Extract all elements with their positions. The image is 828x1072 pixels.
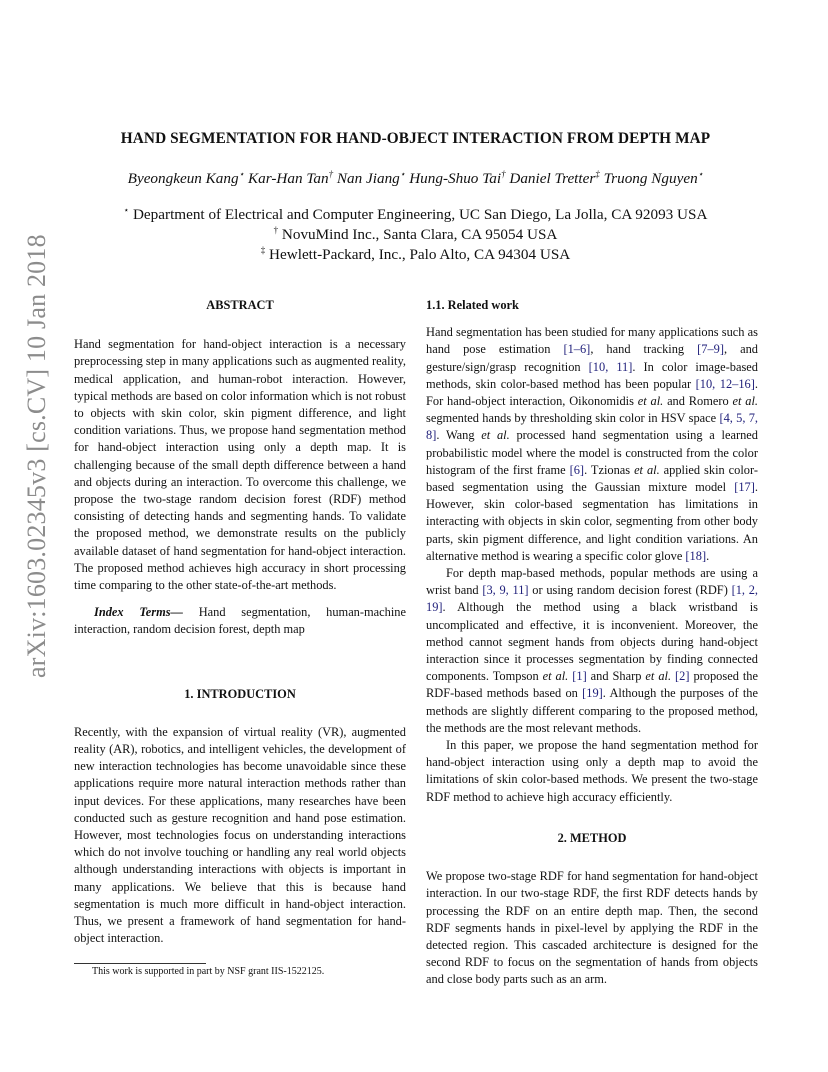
introduction-heading: 1. INTRODUCTION — [184, 686, 296, 701]
introduction-text: Recently, with the expansion of virtual reality (VR), augmented reality (AR), robotics, and intelligent vehicles, the development of new interaction technologies has become unavoidable since these applications require more natural interaction methods rather than input devices. For these applications, many researches have been conducted such as gesture recognition and hand pose estimation. However, most technologies focus on understanding interactions which do not involve touching or handling any real world objects although understanding interactions with objects is important in many applications. We believe that this is because hand segmentation is much more difficult in hand-object interaction. Thus, we present a framework of hand segmentation for hand-object interaction. — [74, 724, 406, 946]
citation-link[interactable]: [4, 5, 7, 8] — [426, 411, 758, 443]
index-terms-text: Hand segmentation, human-machine interaction, random decision forest, depth map — [74, 605, 406, 637]
author-mark: ⋆ — [697, 168, 704, 179]
abstract-heading: ABSTRACT — [206, 298, 274, 312]
author-name: Byeongkeun Kang — [127, 170, 239, 187]
left-column — [74, 297, 406, 948]
right-column — [426, 297, 758, 989]
author-name: Nan Jiang — [336, 170, 400, 187]
author-mark: ‡ — [595, 168, 600, 179]
affiliation — [74, 225, 757, 245]
author-mark: ⋆ — [238, 168, 245, 179]
affiliation-text: Department of Electrical and Computer Engineering, UC San Diego, La Jolla, CA 92093 USA — [132, 206, 708, 223]
author-mark: † — [328, 168, 334, 179]
citation-link[interactable]: [6] — [569, 462, 585, 477]
method-text: We propose two-stage RDF for hand segmentation for hand-object interaction. In our two-stage RDF, the first RDF detects hands by processing the RDF on an entire depth map. Then, the second RDF segments hands in pixel-level by applying the RDF in the detected region. This cascaded architecture is designed for the second RDF to focus on the segmentation of hands from objects and close body parts such as an arm. — [426, 869, 758, 987]
citation-link[interactable]: [10, 12–16] — [695, 376, 755, 391]
citation-link[interactable]: [19] — [582, 686, 603, 701]
related-work-paragraph: In this paper, we propose the hand segmentation method for hand-object interaction using only a depth map to avoid the limitations of skin color-based methods. We present the two-stage RDF method to achieve high accuracy efficiently. — [426, 738, 758, 804]
citation-link[interactable]: [10, 11] — [588, 359, 633, 374]
abstract-text: Hand segmentation for hand-object interaction is a necessary preprocessing step in many applications such as augmented reality, medical application, and human-robot interaction. However, typical methods are based on color information which is not robust to objects with skin color, skin pigment difference, and light condition variations. Thus, we propose hand segmentation method for hand-object interaction using only a depth map. It is challenging because of the small depth difference between a hand and objects during an interaction. To overcome this challenge, we propose the two-stage random decision forest (RDF) method consisting of detecting hands and segmenting hands. To validate the proposed method, we demonstrate results on the publicly available dataset of hand segmentation for hand-object interaction. The proposed method achieves high accuracy in short processing time comparing to the other state-of-the-art methods. — [74, 337, 406, 593]
author-name: Daniel Tretter — [509, 170, 596, 187]
method-heading: 2. METHOD — [557, 830, 627, 845]
citation-link[interactable]: [2] — [675, 669, 690, 684]
paper-title: HAND SEGMENTATION FOR HAND-OBJECT INTERACTION FROM DEPTH MAP — [120, 130, 711, 147]
citation-link[interactable]: [3, 9, 11] — [482, 583, 529, 598]
author-name: Kar-Han Tan — [248, 170, 329, 187]
related-work-paragraph: For depth map-based methods, popular methods are using a wrist band [3, 9, 11] or using random decision forest (RDF) [1, 2, 19]. Although the method using a black wristband is uncomplicated and effective, it is inconvenient. Moreover, the method cannot segment hands from objects during hand-object interaction since it processes segmentation by finding connected components. Tompson et al. [1] and Sharp et al. [2] proposed the RDF-based methods based on [19]. Although the purposes of the methods are slightly different comparing to the proposed method, the methods are the most relevant methods. — [426, 566, 759, 735]
author-list — [74, 170, 757, 188]
arxiv-identifier: arXiv:1603.02345v3 [cs.CV] 10 Jan 2018 — [22, 234, 51, 678]
citation-link[interactable]: [17] — [734, 480, 755, 495]
affiliation-mark: ⋆ — [123, 204, 130, 215]
affiliation-text: Hewlett-Packard, Inc., Palo Alto, CA 94304 USA — [269, 246, 571, 263]
affiliation-mark: ‡ — [260, 244, 266, 255]
affiliation — [74, 205, 757, 225]
related-work-heading: 1.1. Related work — [426, 298, 519, 312]
footnote-rule — [74, 963, 206, 964]
affiliation-mark: † — [273, 224, 279, 235]
related-work-paragraph: Hand segmentation has been studied for many applications such as hand pose estimation [1–6], hand tracking [7–9], and gesture/sign/grasp recognition [10, 11]. In color image-based methods, skin color-based method has been popular [10, 12–16]. For hand-object interaction, Oikonomidis et al. and Romero et al. segmented hands by thresholding skin color in HSV space [4, 5, 7, 8]. Wang et al. processed hand segmentation using a learned probabilistic model where the model is constructed from the color histogram of the first frame [6]. Tzionas et al. applied skin color-based segmentation using the Gaussian mixture model [17]. However, skin color-based segmentation has limitations in interacting with objects in skin color, segmenting from other body parts, skin pigment difference, and light condition variations. An alternative method is wearing a specific color glove [18]. — [426, 325, 758, 563]
affiliation — [74, 245, 757, 265]
index-terms — [74, 604, 406, 638]
citation-link[interactable]: [1] — [572, 669, 587, 684]
index-terms-label: Index Terms— — [94, 605, 183, 620]
citation-link[interactable]: [1–6] — [563, 342, 591, 357]
affiliation-text: NovuMind Inc., Santa Clara, CA 95054 USA — [281, 226, 558, 243]
author-name: Hung-Shuo Tai — [409, 170, 502, 187]
author-name: Truong Nguyen — [603, 170, 698, 187]
citation-link[interactable]: [1, 2, 19] — [426, 583, 759, 615]
author-mark: ⋆ — [399, 168, 406, 179]
citation-link[interactable]: [7–9] — [697, 342, 724, 357]
affiliation-list — [74, 205, 757, 265]
author-mark: † — [501, 168, 506, 179]
footnote: This work is supported in part by NSF grant IIS-1522125. — [92, 966, 325, 977]
citation-link[interactable]: [18] — [685, 548, 707, 563]
